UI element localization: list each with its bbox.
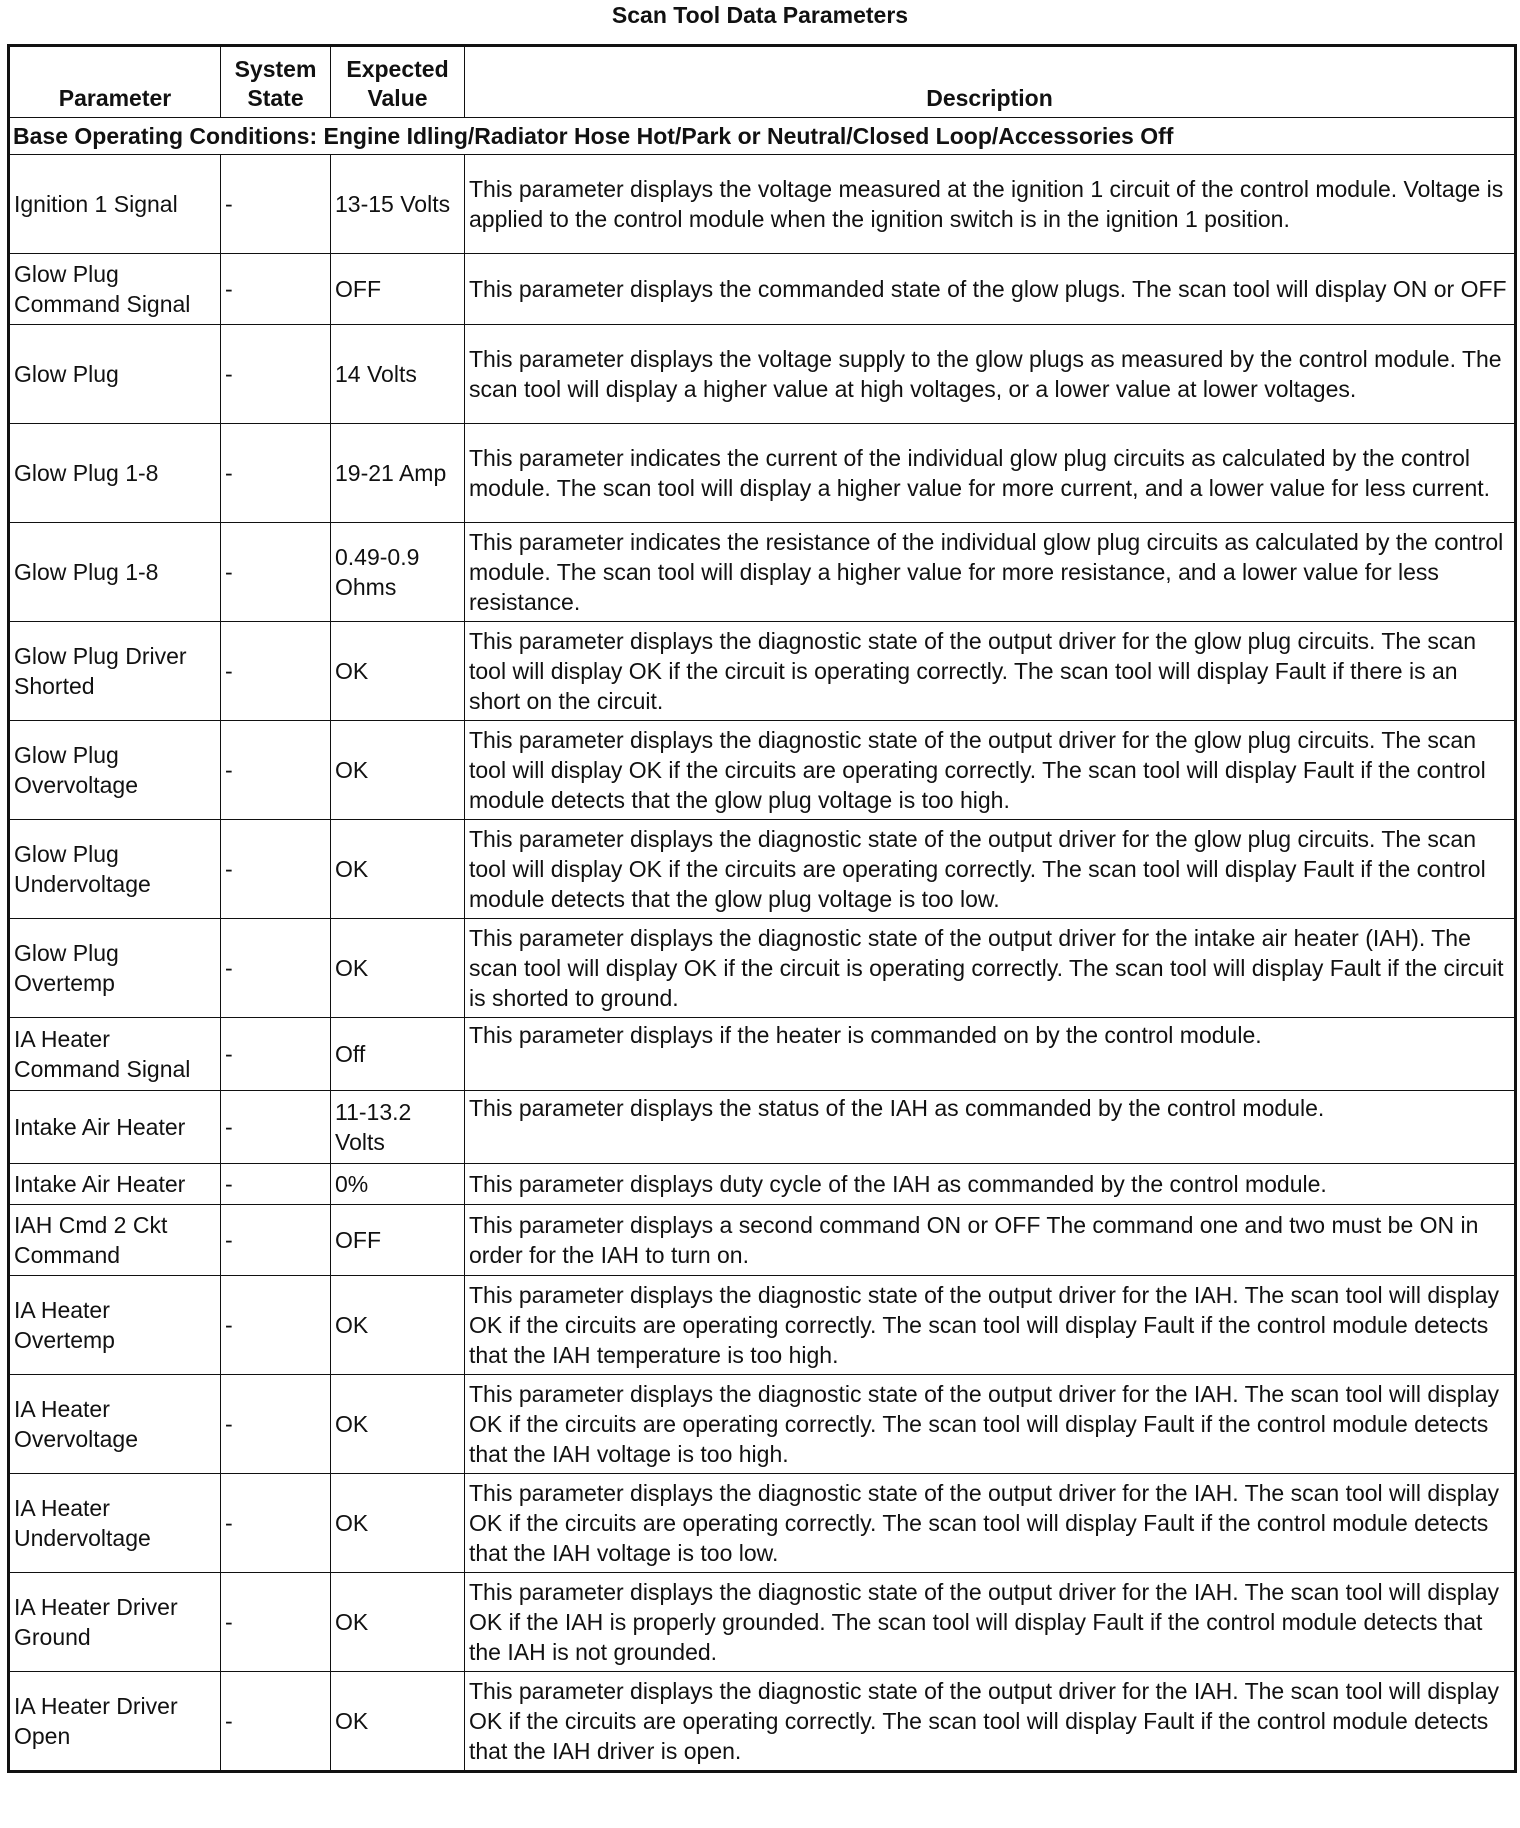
cell-expected-value: Off — [331, 1018, 465, 1091]
cell-expected-value: OK — [331, 1672, 465, 1772]
header-description: Description — [465, 46, 1516, 118]
cell-system-state: - — [221, 1018, 331, 1091]
cell-description: This parameter indicates the resistance of the individual glow plug circuits as calculated by the control module. The scan tool will display a higher value for more resistance, and a lower value for less resistance. — [465, 523, 1516, 622]
cell-parameter: IA Heater Driver Open — [9, 1672, 221, 1772]
cell-description: This parameter displays the diagnostic state of the output driver for the glow plug circuits. The scan tool will display OK if the circuits are operating correctly. The scan tool will display Fault if the control module detects that the glow plug voltage is too high. — [465, 721, 1516, 820]
cell-parameter: Glow Plug — [9, 325, 221, 424]
cell-expected-value: OK — [331, 919, 465, 1018]
cell-system-state: - — [221, 254, 331, 325]
cell-expected-value: 0.49-0.9 Ohms — [331, 523, 465, 622]
cell-expected-value: OK — [331, 622, 465, 721]
cell-expected-value: OK — [331, 1474, 465, 1573]
cell-expected-value: 11-13.2 Volts — [331, 1091, 465, 1164]
cell-expected-value: 13-15 Volts — [331, 155, 465, 254]
cell-description: This parameter displays the diagnostic state of the output driver for the IAH. The scan tool will display OK if the circuits are operating correctly. The scan tool will display Fault if the control module detects that the IAH voltage is too low. — [465, 1474, 1516, 1573]
cell-parameter: Ignition 1 Signal — [9, 155, 221, 254]
page-title: Scan Tool Data Parameters — [611, 2, 909, 28]
table-row — [9, 1573, 1516, 1672]
table-row — [9, 1375, 1516, 1474]
cell-system-state: - — [221, 1205, 331, 1276]
cell-description: This parameter displays duty cycle of the IAH as commanded by the control module. — [465, 1164, 1516, 1205]
cell-description: This parameter displays if the heater is commanded on by the control module. — [465, 1018, 1516, 1091]
table-row — [9, 1091, 1516, 1164]
cell-parameter: Intake Air Heater — [9, 1091, 221, 1164]
table-row — [9, 155, 1516, 254]
cell-description: This parameter displays the voltage supply to the glow plugs as measured by the control module. The scan tool will display a higher value at high voltages, or a lower value at lower voltages. — [465, 325, 1516, 424]
cell-description: This parameter displays a second command ON or OFF The command one and two must be ON in order for the IAH to turn on. — [465, 1205, 1516, 1276]
cell-expected-value: 0% — [331, 1164, 465, 1205]
cell-parameter: Intake Air Heater — [9, 1164, 221, 1205]
scan-tool-data-table — [7, 44, 1517, 1773]
cell-system-state: - — [221, 820, 331, 919]
section-row — [9, 118, 1516, 155]
cell-system-state: - — [221, 1573, 331, 1672]
table-row — [9, 424, 1516, 523]
cell-system-state: - — [221, 1164, 331, 1205]
cell-system-state: - — [221, 1672, 331, 1772]
cell-parameter: IA Heater Overvoltage — [9, 1375, 221, 1474]
cell-description: This parameter displays the status of the IAH as commanded by the control module. — [465, 1091, 1516, 1164]
cell-system-state: - — [221, 155, 331, 254]
cell-expected-value: OK — [331, 721, 465, 820]
cell-expected-value: OK — [331, 1375, 465, 1474]
cell-system-state: - — [221, 919, 331, 1018]
cell-system-state: - — [221, 721, 331, 820]
header-row — [9, 46, 1516, 118]
table-row — [9, 325, 1516, 424]
table-row — [9, 1276, 1516, 1375]
cell-description: This parameter displays the diagnostic state of the output driver for the IAH. The scan tool will display OK if the circuits are operating correctly. The scan tool will display Fault if the control module detects that the IAH driver is open. — [465, 1672, 1516, 1772]
cell-parameter: IA Heater Undervoltage — [9, 1474, 221, 1573]
cell-parameter: Glow Plug Overtemp — [9, 919, 221, 1018]
cell-system-state: - — [221, 1474, 331, 1573]
cell-parameter: Glow Plug Overvoltage — [9, 721, 221, 820]
cell-description: This parameter displays the diagnostic state of the output driver for the IAH. The scan tool will display OK if the IAH is properly grounded. The scan tool will display Fault if the control module detects that the IAH is not grounded. — [465, 1573, 1516, 1672]
cell-parameter: IA Heater Overtemp — [9, 1276, 221, 1375]
cell-description: This parameter displays the diagnostic state of the output driver for the intake air heater (IAH). The scan tool will display OK if the circuit is operating correctly. The scan tool will display Fault if the circuit is shorted to ground. — [465, 919, 1516, 1018]
cell-expected-value: 19-21 Amp — [331, 424, 465, 523]
table-row — [9, 919, 1516, 1018]
cell-parameter: Glow Plug Command Signal — [9, 254, 221, 325]
cell-expected-value: OK — [331, 1276, 465, 1375]
table-row — [9, 523, 1516, 622]
cell-parameter: IA Heater Command Signal — [9, 1018, 221, 1091]
table-row — [9, 1672, 1516, 1772]
table-row — [9, 820, 1516, 919]
cell-description: This parameter displays the diagnostic state of the output driver for the glow plug circuits. The scan tool will display OK if the circuits are operating correctly. The scan tool will display Fault if the control module detects that the glow plug voltage is too low. — [465, 820, 1516, 919]
table-row — [9, 1205, 1516, 1276]
table-row — [9, 1018, 1516, 1091]
cell-parameter: Glow Plug 1-8 — [9, 424, 221, 523]
cell-description: This parameter displays the diagnostic state of the output driver for the glow plug circuits. The scan tool will display OK if the circuit is operating correctly. The scan tool will display Fault if there is an short on the circuit. — [465, 622, 1516, 721]
cell-expected-value: OFF — [331, 254, 465, 325]
cell-system-state: - — [221, 325, 331, 424]
table-row — [9, 1164, 1516, 1205]
cell-description: This parameter displays the voltage measured at the ignition 1 circuit of the control module. Voltage is applied to the control module when the ignition switch is in the ignition 1 position. — [465, 155, 1516, 254]
cell-description: This parameter displays the diagnostic state of the output driver for the IAH. The scan tool will display OK if the circuits are operating correctly. The scan tool will display Fault if the control module detects that the IAH temperature is too high. — [465, 1276, 1516, 1375]
table-row — [9, 622, 1516, 721]
cell-expected-value: OK — [331, 1573, 465, 1672]
cell-system-state: - — [221, 1375, 331, 1474]
cell-parameter: Glow Plug Driver Shorted — [9, 622, 221, 721]
cell-parameter: IAH Cmd 2 Ckt Command — [9, 1205, 221, 1276]
header-expected-value: Expected Value — [331, 46, 465, 118]
table-row — [9, 721, 1516, 820]
cell-parameter: Glow Plug 1-8 — [9, 523, 221, 622]
cell-system-state: - — [221, 1091, 331, 1164]
header-parameter: Parameter — [9, 46, 221, 118]
cell-expected-value: OFF — [331, 1205, 465, 1276]
cell-parameter: Glow Plug Undervoltage — [9, 820, 221, 919]
cell-system-state: - — [221, 424, 331, 523]
table-row — [9, 1474, 1516, 1573]
section-label: Base Operating Conditions: Engine Idling/Radiator Hose Hot/Park or Neutral/Closed Loop/Accessories Off — [9, 118, 1516, 155]
cell-system-state: - — [221, 622, 331, 721]
cell-system-state: - — [221, 1276, 331, 1375]
cell-parameter: IA Heater Driver Ground — [9, 1573, 221, 1672]
cell-description: This parameter displays the commanded state of the glow plugs. The scan tool will display ON or OFF — [465, 254, 1516, 325]
table-row — [9, 254, 1516, 325]
cell-expected-value: OK — [331, 820, 465, 919]
cell-description: This parameter displays the diagnostic state of the output driver for the IAH. The scan tool will display OK if the circuits are operating correctly. The scan tool will display Fault if the control module detects that the IAH voltage is too high. — [465, 1375, 1516, 1474]
cell-system-state: - — [221, 523, 331, 622]
header-system-state: System State — [221, 46, 331, 118]
cell-description: This parameter indicates the current of the individual glow plug circuits as calculated by the control module. The scan tool will display a higher value for more current, and a lower value for less current. — [465, 424, 1516, 523]
cell-expected-value: 14 Volts — [331, 325, 465, 424]
